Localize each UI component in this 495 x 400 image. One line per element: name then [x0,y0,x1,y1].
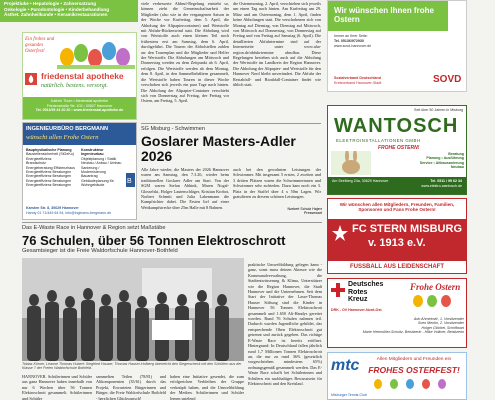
wantosch-since: Seit über 50 Jahren in Misburg [414,108,463,112]
service-item: Energieeffizienz [26,156,52,161]
service-item: Neubau / Anbau / Umbau [81,161,122,166]
bergmann-phone: Handy 01 71/449 64 94, info@ingbuero-bergmann.de [26,211,112,215]
service-item: Objektplanung / Statik [81,156,117,161]
photo-caption: Tobias Körner, Leanne Thomas Hubert: Siegfried Hauser, Thomas Hauser-Hofberg überreicht den Siegerscheck mit den Schülern aus der Klasse 7 der Freien Waldorfschule Bothfeld. [22,362,242,371]
easter-eggs-image [368,378,460,390]
ad-greeting: Ein frohes und gesundes Osterfest! [25,37,55,54]
divider [22,222,322,223]
apotheke-footer [23,97,136,119]
wantosch-address: Am Seelberg 24a, 30629 Hannover [332,179,389,183]
dental-ad-line: Onkologie • Parodontologie • Kinderbehandlung [4,6,110,12]
article-kicker: SG Misburg - Schwimmen [141,126,205,132]
mtc-big: FROHES OSTERFEST! [368,365,460,375]
easter-eggs-image [57,35,135,69]
mtc-ad [327,352,467,400]
article-text-column: auch bei den gewohnten Leistungen der Schwimmer. Mit insgesamt 5 ersten, 2 zweiten und 3 dritten Plätzen waren die Schwimmerinnen und Schwimmer sehr zufrieden. Dazu kam noch ein 3. Platz in der Staffel über 4 x 50m Lagen. Wir gratulieren zu diesem schönen Leistungen. [233,167,321,200]
bergmann-address: Karsten Str. 8, 30629 Hannover [26,206,79,210]
article-text-column: die Osternmontag, 2. April, verschieben sich jeweils um einen Tag nach hinten. Am Karfreitag am 29. März und am Ostermontag, dem 1. April, finden keine Abholungen statt. Die verschobenen sich von Montag auf Dienstag, von Dienstag auf Mittwoch, von Mittwoch auf Donnerstag, von Donnerstag auf Freitag und von Freitag auf Samstag (6. April). Die detaillierten Abfuhrtermine sind auf der Internetseite unter www.aha-region.de/abfuhrtermine abrufbar. Diese Regelungen bestehen sich auch auf die Abholung der Wertstoffe im Landkreis der Region Hannover. Die Abholung der Altpapier- und Wertstoffe für den Hannover Nord bleibt unverändert. Die Abfuhr der Restabfall- und Bioabfall-Container findet wie üblich statt. [233,1,321,88]
service-item: Sanierung / Modernisierung [81,165,106,175]
sovd-headline: Wir wünschen Ihnen frohe Ostern [328,1,448,31]
sovd-web: www.sovd-hannover.de [334,44,372,48]
service-item: Baustellensicherheit (SiGeKo) [26,152,74,157]
service-item: Konstrukteur Ingenieurbau [81,148,104,157]
drk-unit: DRK - OV Hannover-Nord-Ost [331,308,382,312]
drk-ad [327,278,467,348]
service-item: Bauantrag [81,174,98,179]
drk-member: Sven Merkin, 2. Vorsitzender [417,321,464,326]
article-text-column: praktische Umweltbildung gelegen kann - ganz, sonst muss deinen Akteure wie die Kommunalverwaltung, die Stadtentwässerung & Klima, Unterstützer wie die Region Hannover, die Stadt Hannover und die Unternehmen. Seit dem Start der Initiative der Lasse-Thomas Hauser Stiftung sind die Kinder in Hannover 56 Tonnen Elektroschrott gesammelt und 1.650 Alt-Handys gerettet worden. Rund 76 Schulen nahmen teil. Dadurch wurden Jugendliche gebildet, das entsprechende Oben Elektroschrott gut getrennt und zurück gegeben. Das richtige E-Waste Race ist bereits eröffnet. Hintergrund: In Deutschland fallen jährlich rund 1,7 Millionen Tonnen Elektroschrott an, die nur zu rund 36% (gesetzlich vorgeschrieben mindestens 65%) ordnungsgemäß gesammelt werden. Das E-Waste Race schafft bei Schülerinnen und Schülern ein nachhaltiges Bewusstsein für Elektroschrott und den Kreislauf. [248,262,322,386]
service-item: Beratung [448,152,464,156]
stern-wish: Wir wünschen allen Mitgliedern, Freunden, Familien, Sponsoren und Fans Frohe Ostern! [339,202,455,213]
apotheke-brand: friedenstal apotheke [41,71,124,81]
article-subtitle: Gesamtsieger ist die Freie Waldorfschule Hannover-Bothfeld [22,248,178,254]
service-item: Service • Altbausanierung [419,160,464,165]
bergmann-logo-icon [126,173,135,187]
drk-member: Marie Heinmüller-Schultz, Beisitzerin - Hilke Vollmer, Beisitzerin [362,330,464,335]
drk-member: Ado Ahmetović, 1. Vorsitzender [413,317,464,321]
article-kicker: Das E-Waste Race in Hannover & Region setzt Maßstäbe [22,225,166,231]
bergmann-wish: wünscht allen Frohe Ostern [26,134,99,141]
article-text-column: haben eine Initiative gesendet, die zum erfolgreichen Verbleiben der Gruppe verknüpft haben, und die Umweltbildung der Medien. Schülerinnen und Schüler lernen spielend [170,374,244,400]
fc-stern-ad [327,198,467,274]
dental-ad-line: Projektiuke • Hepatologie • Zahnersatzung [4,1,97,6]
bergmann-ad [22,122,137,220]
wantosch-brand: WANTOSCH [334,115,459,137]
stern-club: FC STERN MISBURG [352,223,462,235]
apotheke-owner: Kathrin Thum • friedenstal apotheke [50,99,109,103]
service-item: Energieeffizienz Beratungen [26,178,72,183]
drk-name-line: Deutsches [348,281,384,288]
service-item: Energieeffizienz Beratungen [26,183,72,188]
wantosch-web: www.elektro-wantosch.de [421,183,462,188]
wantosch-subtitle: ELEKTROINSTALLATIONEN GMBH [336,138,421,143]
service-item: Gebäudeplanung für Wohngebäude [81,178,114,188]
article-text-column: viele verbesserte Abbruf-Regelung entsteht so, können zieht die Gemeinschaftsarbeit der Mitglieder (also wie in der vergangenen Saison in der Woche vor Karfreitag, dem 5. April, die Abholung der Altpapiercontainer) und Wertstoffe mit Abfuhr-Rückenwind statt. Die Abholung wird von Wertstoffe auch einen kleinen Teil noch frühestens erst am Samstag, dem 6. April, durchgeführt. Die Touren der Abholstellen zahlen an: den Tourenplan und die Mitglieder und Helfer der Wertstoffe. Die Abholungen am Mittwoch und Donnerstag werden zu dem Zeitpunkt ab 6. April, erfolgen. Die Wertstoffe werden ab dem Montag, dem 8. April, in den Sammelbehältern gesammelt, die Wertstoffe haben Touren in dieser Woche verschoben sich jeweils ein paar Tage nach hinten. Die Abholung der Altpapier-Container verschiebt sich von Donnerstag auf Freitag, der Freitag vor Ostern, am Freitag, 5. April. [141,1,229,104]
sovd-line: Immer an Ihrer Seite: [334,34,368,38]
wantosch-phone: Tel. 0511 / 95 62 34 [430,179,462,183]
wantosch-footer [328,177,466,194]
divider [141,123,321,124]
mtc-logo: mtc [331,357,360,374]
service-item: Neubau [450,165,464,170]
sovd-footer-2: Kreisverband Hannover-Stadt [334,81,382,85]
sovd-ad [327,0,467,92]
sovd-footer: Sozialverband Deutschland [334,76,381,80]
service-item: Brandschutz [26,161,46,166]
apotheke-tagline: natürlich. bestens. versorgt. [41,83,108,89]
bergmann-services-left [26,148,80,188]
stern-slogan: FUSSBALL AUS LEIDENSCHAFT [328,261,466,273]
drk-names [358,317,464,335]
easter-eggs-image [408,293,462,307]
article-title: 76 Schulen, über 56 Tonnen Elektroschrott [22,233,286,248]
wantosch-ad [327,105,467,195]
stern-year: v. 1913 e.V. [368,237,426,249]
easter-bunny-image [331,151,371,175]
sovd-phone: Tel. 05136/972930 [334,39,364,43]
apotheke-contact: Tel. 0511/95 44 20 20 • www.friedenstal-apotheke.de [35,108,124,113]
stern-banner [328,219,466,273]
drk-member: Holger Glöckel, Schriftwart [421,325,464,330]
article-text-column: sammelten Teilen (78/81) und Altkomponenten (35/61) durch das Projekt, Erwarteten Bürgerinnen und Bürger, die Freie Waldorfschule Bothfeld - herzlichen Glückwunsch! [96,374,166,400]
service-item: Energieeffizienz Beratungen [26,174,72,179]
drk-name [348,281,383,304]
dental-ad-line: Ästhet. Zahnheilkunde • Keramikrestaurationen [4,12,108,18]
red-cross-icon [331,283,345,297]
group-photo [22,258,244,361]
wantosch-wish: FROHE OSTERN! [378,145,420,151]
article-author-role: Pressewart [304,211,322,215]
friedenstal-apotheke-ad [22,32,137,120]
mtc-wish: Allen Mitgliedern und Freunden ein [376,357,452,362]
article-text-column: Alle Jahre wieder, die Masters der 2026 Hannover waren am Samstag, den 7.3.26, wieder beim traditionellen Goslarer Adler am Start. Von der SGM waren Stefan Abbink, Maren Nogal-Glosselski, Holger Lautenschläger, Kristian Krobot, Norbert Schmitt und Julia Lakenmann die Kampfrichter dabei. Die Ersten lief auf einer Wettkampfstrecke über 25m Halle mit 8 Bahnen. [141,167,229,210]
service-item: Energieeffizienz Beratungen [26,170,72,175]
service-item: Planung • Ausführung [426,156,464,161]
article-title: Goslarer Masters-Adler 2026 [141,133,296,164]
dental-ad-banner [0,0,138,22]
sovd-logo: SOVD [433,74,462,85]
drk-wish: Frohe Ostern [410,282,461,292]
article-author: Norbert Scholz Hajerr [287,207,322,211]
star-icon [332,225,348,241]
wantosch-services [374,152,464,170]
drk-name-line: Kreuz [348,296,368,303]
service-item: Bauphysikalische Planung [26,148,72,152]
service-item: Energieberatung Effizienzhaus [26,165,75,170]
bergmann-brand: INGENIEURBÜRO BERGMANN [26,126,109,132]
bergmann-header [23,123,136,145]
apotheke-logo-icon [25,73,37,85]
svg-text:B: B [127,178,132,185]
apotheke-address: Friedenstraße Str. 102 • 30627 Hannover [46,103,113,108]
article-text-column: HANNOVER. Schülerinnen und Schüler aus ganz Hannover haben innerhalb von nur 6 Wochen über 56 Tonnen Elektroschrott gesammelt. Schülerinnen und Schüler [22,374,92,400]
bergmann-services-right [81,148,125,188]
drk-name-line: Rotes [348,288,368,296]
mtc-footer: Misburger Tennis-Club [331,393,367,397]
